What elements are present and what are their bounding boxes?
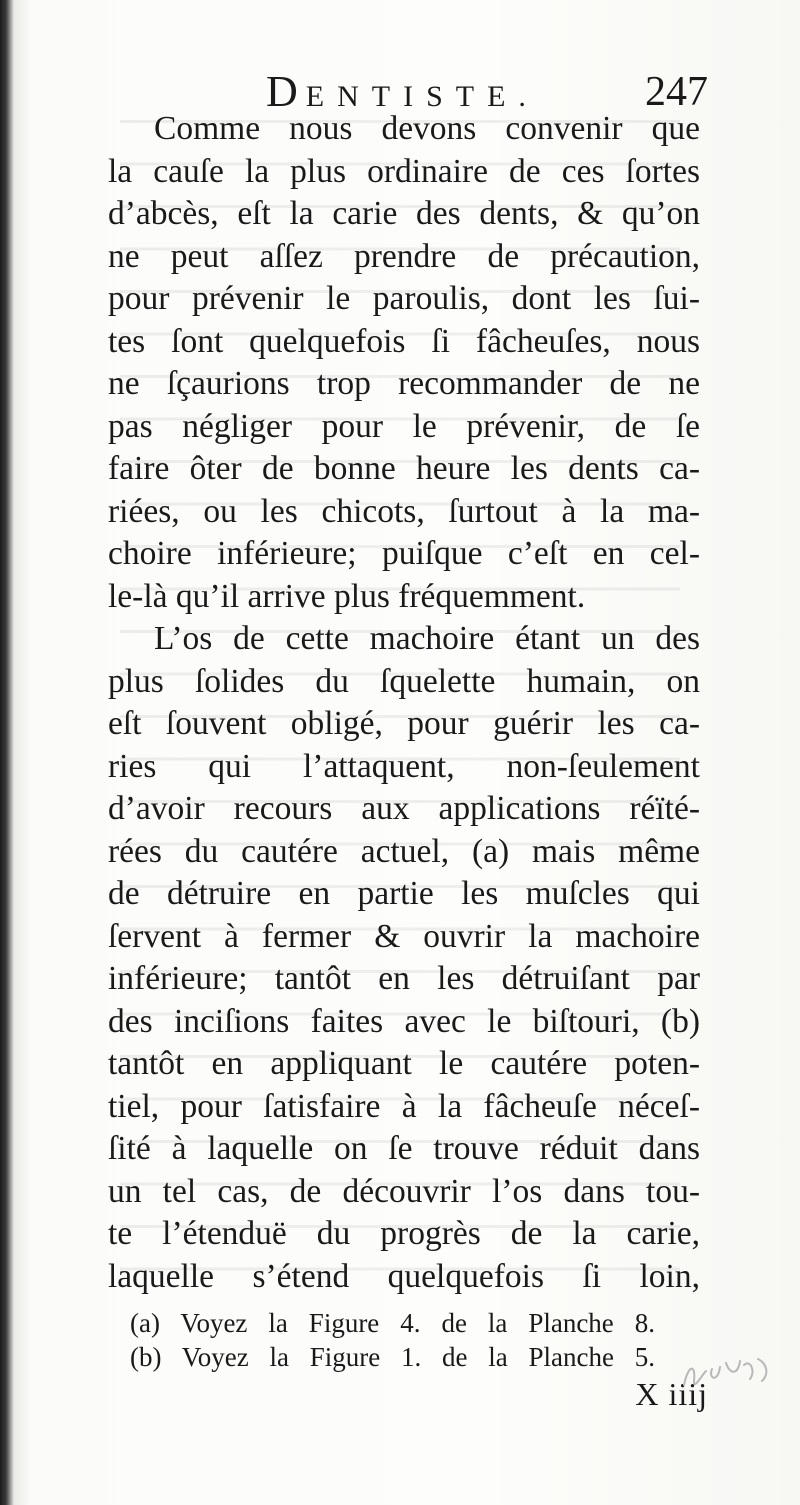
footnote-a: (a) Voyez la Figure 4. de la Planche 8. xyxy=(130,1308,655,1338)
pencil-annotation-icon xyxy=(678,1345,778,1405)
text-line: d’abcès, eſt la carie des dents, & qu’on xyxy=(108,195,700,232)
text-line: des inciſions faites avec le biſtouri, (b) xyxy=(108,1002,700,1040)
text-line: L’os de cette machoire étant un des xyxy=(154,620,700,657)
text-line: eſt ſouvent obligé, pour guérir les ca- xyxy=(108,705,700,742)
text-line: faire ôter de bonne heure les dents ca- xyxy=(108,450,700,487)
text-line: ne peut aſſez prendre de précaution, xyxy=(108,237,700,275)
signature-mark: X iiij xyxy=(635,1376,708,1412)
text-line: choire inférieure; puiſque c’eſt en cel- xyxy=(108,535,700,572)
text-line: pas négliger pour le prévenir, de ſe xyxy=(108,407,700,445)
footnote-b: (b) Voyez la Figure 1. de la Planche 5. xyxy=(130,1342,655,1372)
text-line: plus ſolides du ſquelette humain, on xyxy=(108,662,700,700)
page-number: 247 xyxy=(645,69,708,115)
text-line: ne ſçaurions trop recommander de ne xyxy=(108,365,700,402)
text-line: de détruire en partie les muſcles qui xyxy=(108,875,700,912)
running-title: DENTISTE. xyxy=(266,67,539,116)
text-line: ries qui l’attaquent, non-ſeulement xyxy=(108,747,700,785)
text-line: tes ſont quelquefois ſi fâcheuſes, nous xyxy=(108,322,700,360)
text-line: un tel cas, de découvrir l’os dans tou- xyxy=(108,1172,700,1210)
text-line: d’avoir recours aux applications réïté- xyxy=(108,790,700,827)
text-line: ſervent à fermer & ouvrir la machoire xyxy=(108,917,700,955)
text-line: riées, ou les chicots, ſurtout à la ma- xyxy=(108,492,700,530)
text-line: te l’étenduë du progrès de la carie, xyxy=(108,1215,700,1252)
text-line: laquelle s’étend quelquefois ſi loin, xyxy=(108,1257,700,1295)
text-line: la cauſe la plus ordinaire de ces ſortes xyxy=(108,152,700,190)
text-line: rées du cautére actuel, (a) mais même xyxy=(108,832,700,870)
body-text xyxy=(108,108,700,1298)
text-line: tantôt en appliquant le cautére poten- xyxy=(108,1045,700,1082)
text-line: tiel, pour ſatisfaire à la fâcheuſe néceſ- xyxy=(108,1087,700,1125)
text-line: inférieure; tantôt en les détruiſant par xyxy=(108,960,700,997)
text-line: Comme nous devons convenir que xyxy=(154,110,700,147)
text-line: pour prévenir le paroulis, dont les ſui- xyxy=(108,280,700,317)
text-line: ſité à laquelle on ſe trouve réduit dans xyxy=(108,1130,700,1167)
text-line: le-là qu’il arrive plus fréquemment. xyxy=(108,577,586,615)
footnotes xyxy=(130,1306,655,1374)
